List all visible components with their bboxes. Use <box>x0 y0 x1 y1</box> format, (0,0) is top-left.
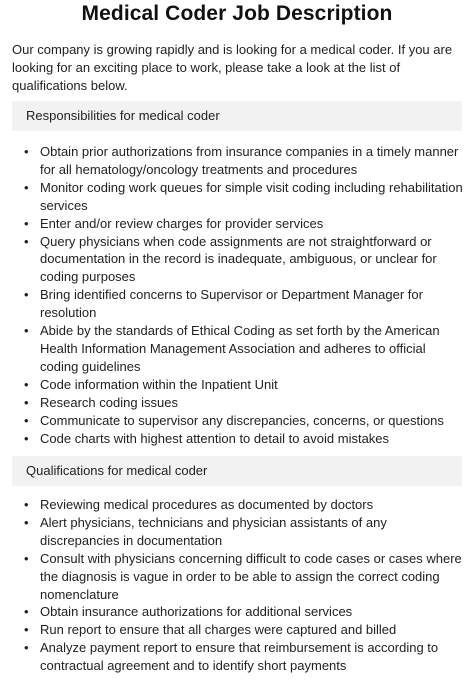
list-item: • Bring identified concerns to Supervisor or Department Manager for resolution <box>12 286 464 322</box>
responsibilities-list <box>12 143 464 447</box>
list-item: • Code information within the Inpatient Unit <box>12 376 464 394</box>
list-item: • Alert physicians, technicians and physician assistants of any discrepancies in documentation <box>12 514 464 550</box>
list-item: • Analyze payment report to ensure that reimbursement is according to contractual agreement and to identify short payments <box>12 639 464 675</box>
list-item: • Code charts with highest attention to detail to avoid mistakes <box>12 430 464 448</box>
list-item: • Communicate to supervisor any discrepancies, concerns, or questions <box>12 412 464 430</box>
intro-paragraph: Our company is growing rapidly and is looking for a medical coder. If you are looking for an exciting place to work, please take a look at the list of qualifications below. <box>12 42 453 93</box>
page-title: Medical Coder Job Description <box>81 2 393 25</box>
list-item: • Query physicians when code assignments are not straightforward or documentation in the record is inadequate, ambiguous, or unclear for coding purposes <box>12 233 464 287</box>
list-item: • Research coding issues <box>12 394 464 412</box>
list-item: • Consult with physicians concerning difficult to code cases or cases where the diagnosis is vague in order to be able to assign the correct coding nomenclature <box>12 550 464 604</box>
list-item: • Obtain prior authorizations from insurance companies in a timely manner for all hematology/oncology treatments and procedures <box>12 143 464 179</box>
list-item: • Obtain insurance authorizations for additional services <box>12 603 464 621</box>
list-item: • Enter and/or review charges for provider services <box>12 215 464 233</box>
qualifications-list <box>12 496 464 675</box>
list-item: • Monitor coding work queues for simple visit coding including rehabilitation services <box>12 179 464 215</box>
list-item: • Reviewing medical procedures as documented by doctors <box>12 496 464 514</box>
list-item: • Run report to ensure that all charges were captured and billed <box>12 621 464 639</box>
qualifications-heading: Qualifications for medical coder <box>12 456 462 486</box>
list-item: • Abide by the standards of Ethical Coding as set forth by the American Health Information Management Association and adheres to official coding guidelines <box>12 322 464 376</box>
responsibilities-heading: Responsibilities for medical coder <box>12 101 462 131</box>
